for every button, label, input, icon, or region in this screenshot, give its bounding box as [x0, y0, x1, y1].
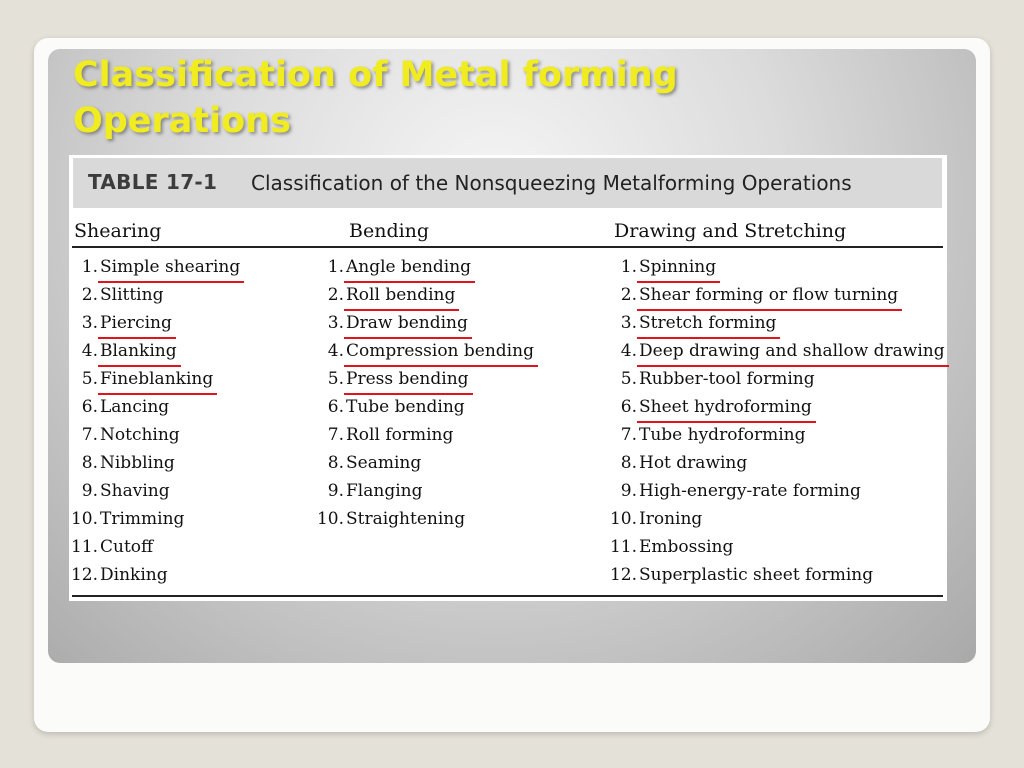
bending-item — [314, 284, 455, 306]
item-number: 11. — [609, 537, 637, 557]
drawing-item — [609, 368, 815, 390]
drawing-item — [609, 508, 702, 530]
item-label: Deep drawing and shallow drawing — [639, 341, 945, 361]
item-number: 7. — [81, 425, 98, 445]
item-number: 1. — [81, 257, 98, 277]
red-underline-annotation — [98, 281, 244, 283]
shearing-item — [69, 536, 153, 558]
item-label: Blanking — [100, 341, 177, 361]
shearing-item — [69, 452, 175, 474]
item-label: Spinning — [639, 257, 716, 277]
red-underline-annotation — [344, 281, 475, 283]
shearing-item — [69, 508, 184, 530]
item-label: Stretch forming — [639, 313, 776, 333]
classification-table — [69, 155, 947, 601]
item-label: Piercing — [100, 313, 172, 333]
drawing-item — [609, 480, 861, 502]
red-underline-annotation — [637, 309, 902, 311]
item-number: 4. — [327, 341, 344, 361]
red-underline-annotation — [98, 337, 176, 339]
item-label: Roll forming — [346, 425, 454, 445]
item-number: 12. — [70, 565, 98, 585]
item-label: Roll bending — [346, 285, 455, 305]
drawing-item — [609, 284, 898, 306]
item-label: Straightening — [346, 509, 466, 529]
item-label: Compression bending — [346, 341, 534, 361]
item-number: 6. — [327, 397, 344, 417]
slide-title-line-1: Classification of Metal forming — [73, 55, 678, 95]
shearing-item — [69, 340, 177, 362]
item-number: 5. — [620, 369, 637, 389]
item-label: Rubber-tool forming — [639, 369, 815, 389]
item-number: 10. — [70, 509, 98, 529]
shearing-item — [69, 368, 213, 390]
slide-title — [73, 52, 833, 144]
item-label: Shaving — [100, 481, 170, 501]
item-number: 7. — [327, 425, 344, 445]
bending-item — [314, 256, 471, 278]
drawing-item — [609, 536, 733, 558]
item-number: 9. — [620, 481, 637, 501]
item-number: 10. — [316, 509, 344, 529]
red-underline-annotation — [637, 365, 949, 367]
item-number: 2. — [327, 285, 344, 305]
item-label: Hot drawing — [639, 453, 748, 473]
item-label: Seaming — [346, 453, 422, 473]
item-label: Nibbling — [100, 453, 175, 473]
item-number: 12. — [609, 565, 637, 585]
item-label: Flanging — [346, 481, 423, 501]
drawing-item — [609, 312, 776, 334]
item-number: 1. — [327, 257, 344, 277]
shearing-item — [69, 564, 168, 586]
item-number: 7. — [620, 425, 637, 445]
item-number: 6. — [81, 397, 98, 417]
drawing-item — [609, 340, 945, 362]
item-number: 9. — [81, 481, 98, 501]
item-label: Fineblanking — [100, 369, 213, 389]
bending-item — [314, 368, 469, 390]
bending-item — [314, 340, 534, 362]
item-label: Lancing — [100, 397, 170, 417]
bending-item — [314, 312, 468, 334]
shearing-item — [69, 312, 172, 334]
slide-title-line-2: Operations — [73, 101, 291, 141]
item-number: 3. — [620, 313, 637, 333]
item-label: Superplastic sheet forming — [639, 565, 874, 585]
column-header-bending: Bending — [349, 220, 430, 242]
red-underline-annotation — [344, 393, 473, 395]
table-label: TABLE 17-1 — [88, 170, 218, 194]
drawing-item — [609, 396, 812, 418]
shearing-item — [69, 424, 180, 446]
item-label: Trimming — [100, 509, 185, 529]
item-label: Cutoff — [100, 537, 154, 557]
bending-item — [314, 424, 453, 446]
item-label: Slitting — [100, 285, 164, 305]
item-label: Dinking — [100, 565, 168, 585]
table-banner — [73, 158, 942, 208]
column-header-drawing-stretching: Drawing and Stretching — [614, 220, 847, 242]
item-label: Tube bending — [346, 397, 465, 417]
item-label: Sheet hydroforming — [639, 397, 812, 417]
item-number: 8. — [327, 453, 344, 473]
item-number: 3. — [81, 313, 98, 333]
red-underline-annotation — [98, 393, 217, 395]
item-label: Embossing — [639, 537, 734, 557]
bending-item — [314, 396, 465, 418]
item-label: Draw bending — [346, 313, 468, 333]
item-number: 3. — [327, 313, 344, 333]
item-label: Notching — [100, 425, 180, 445]
item-number: 4. — [81, 341, 98, 361]
item-number: 11. — [70, 537, 98, 557]
item-number: 5. — [327, 369, 344, 389]
item-number: 5. — [81, 369, 98, 389]
bending-item — [314, 480, 422, 502]
item-number: 2. — [81, 285, 98, 305]
drawing-item — [609, 452, 747, 474]
red-underline-annotation — [637, 421, 816, 423]
drawing-item — [609, 564, 873, 586]
red-underline-annotation — [98, 365, 181, 367]
column-header-shearing: Shearing — [74, 220, 162, 242]
item-label: High-energy-rate forming — [639, 481, 861, 501]
drawing-item — [609, 256, 716, 278]
item-number: 8. — [81, 453, 98, 473]
bottom-rule — [72, 595, 943, 597]
item-label: Shear forming or flow turning — [639, 285, 898, 305]
shearing-item — [69, 396, 169, 418]
header-rule — [72, 246, 943, 248]
item-number: 6. — [620, 397, 637, 417]
bending-item — [314, 452, 421, 474]
item-number: 1. — [620, 257, 637, 277]
item-label: Press bending — [346, 369, 469, 389]
item-label: Angle bending — [346, 257, 471, 277]
item-number: 10. — [609, 509, 637, 529]
shearing-item — [69, 480, 170, 502]
item-label: Tube hydroforming — [639, 425, 806, 445]
table-caption: Classification of the Nonsqueezing Metalforming Operations — [251, 171, 852, 195]
red-underline-annotation — [637, 337, 780, 339]
drawing-item — [609, 424, 805, 446]
red-underline-annotation — [344, 309, 459, 311]
red-underline-annotation — [344, 337, 472, 339]
item-number: 2. — [620, 285, 637, 305]
shearing-item — [69, 256, 240, 278]
red-underline-annotation — [344, 365, 538, 367]
shearing-item — [69, 284, 163, 306]
item-number: 9. — [327, 481, 344, 501]
bending-item — [314, 508, 465, 530]
item-label: Simple shearing — [100, 257, 240, 277]
item-number: 8. — [620, 453, 637, 473]
red-underline-annotation — [637, 281, 720, 283]
item-number: 4. — [620, 341, 637, 361]
item-label: Ironing — [639, 509, 703, 529]
